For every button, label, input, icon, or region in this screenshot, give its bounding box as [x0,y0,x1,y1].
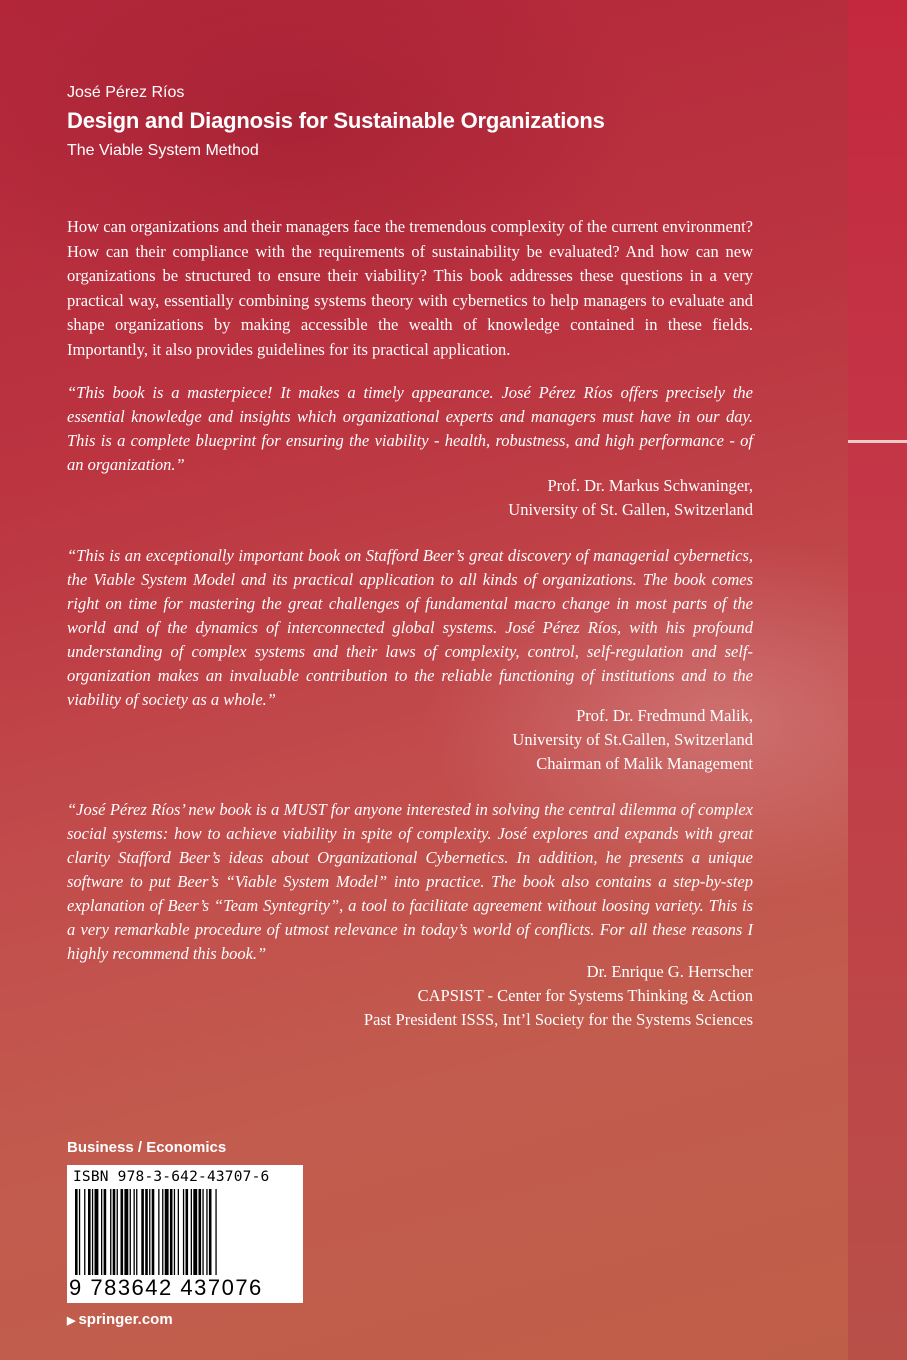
barcode-bar [92,1189,93,1275]
attribution-line: Prof. Dr. Markus Schwaninger, [547,476,753,495]
barcode-bar [130,1189,131,1275]
attribution-line: Chairman of Malik Management [536,754,753,773]
book-header [67,84,605,160]
barcode-bar [152,1189,155,1275]
barcode-bars [73,1189,297,1275]
publisher-website[interactable] [67,1311,173,1328]
barcode-bar [178,1189,179,1275]
attribution-line: CAPSIST - Center for Systems Thinking & Action [417,986,753,1005]
barcode-bar [209,1189,212,1275]
barcode-bar [199,1189,202,1275]
barcode-bar [79,1189,80,1275]
isbn-label: ISBN 978-3-642-43707-6 [73,1169,270,1185]
barcode-bar [193,1189,197,1275]
barcode-bar [158,1189,159,1275]
barcode-bar [117,1189,118,1275]
isbn-barcode [67,1165,303,1303]
barcode-bar [215,1189,216,1275]
barcode-bar [183,1189,184,1275]
barcode-bar [174,1189,175,1275]
barcode-bar [113,1189,116,1275]
barcode-bar [84,1189,85,1275]
barcode-bar [124,1189,128,1275]
attribution-line: Past President ISSS, Int’l Society for the Systems Sciences [363,1010,753,1029]
book-subtitle: The Viable System Method [67,142,259,159]
barcode-bar [101,1189,102,1275]
spine-divider [848,440,907,443]
website-label: springer.com [78,1311,173,1328]
attribution-line: University of St. Gallen, Switzerland [508,500,753,519]
barcode-bar [186,1189,189,1275]
quote-1-attribution [67,474,753,522]
barcode-bar [134,1189,135,1275]
barcode-bar [141,1189,144,1275]
book-description: How can organizations and their managers face the tremendous complexity of the current environment? How can their compliance with the requirements of sustainability be evaluated? And how can new organizations be structured to ensure their viability? This book addresses these questions in a very practical way, essentially combining systems theory with cybernetics to help managers to evaluate and shape organizations by making accessible the wealth of knowledge contained in these fields. Importantly, it also provides guidelines for its practical application. [67,217,753,359]
quote-2-text: “This is an exceptionally important book on Stafford Beer’s great discovery of managerial cybernetics, the Viable System Model and its practical application to all kinds of organizations. The book comes right on time for mastering the great challenges of fundamental macro change in most parts of the world and of the dynamics of interconnected global systems. José Pérez Ríos, with his profound understanding of complex systems and their laws of complexity, control, self-regulation and self-organization makes an invaluable contribution to the reliable functioning of institutions and to the viability of society as a whole.” [67,546,753,709]
spine-edge [848,0,907,1360]
author-name: José Pérez Ríos [67,84,185,101]
barcode-bar [75,1189,78,1275]
barcode-bar [202,1189,203,1275]
barcode-bar [162,1189,163,1275]
attribution-line: Prof. Dr. Fredmund Malik, [576,706,753,725]
barcode-bar [206,1189,207,1275]
barcode-bar [88,1189,91,1275]
quote-3-attribution [67,960,753,1032]
subject-category: Business / Economics [67,1139,227,1156]
barcode-bar [110,1189,111,1275]
book-title: Design and Diagnosis for Sustainable Organizations [67,108,605,133]
quote-2-attribution [67,704,753,776]
barcode-bar [165,1189,169,1275]
barcode-bar [121,1189,124,1275]
barcode-digits: 9 783642 437076 [69,1275,263,1300]
barcode-bar [104,1189,107,1275]
attribution-line: University of St.Gallen, Switzerland [512,730,753,749]
barcode-bar [145,1189,148,1275]
quote-1-text: “This book is a masterpiece! It makes a timely appearance. José Pérez Ríos offers precisely the essential knowledge and insights which organizational experts and managers must have in our day. This is a complete blueprint for ensuring the viability - health, robustness, and high performance - of an organization.” [67,383,753,474]
barcode-bar [191,1189,192,1275]
barcode-bar [170,1189,173,1275]
quote-3-text: “José Pérez Ríos’ new book is a MUST for anyone interested in solving the central dilemma of complex social systems: how to achieve viability in spite of complexity. José explores and expands with great clarity Stafford Beer’s ideas about Organizational Cybernetics. In addition, he presents a unique software to put Beer’s “Viable System Model” into practice. The book also contains a step-by-step explanation of Beer’s “Team Syntegrity”, a tool to facilitate agreement without loosing variety. This is a very remarkable procedure of utmost relevance in today’s world of conflicts. For all these reasons I highly recommend this book.” [67,800,753,963]
barcode-bar [149,1189,150,1275]
barcode-bar [136,1189,137,1275]
triangle-right-icon: ▶ [67,1315,76,1327]
barcode-bar [95,1189,99,1275]
attribution-line: Dr. Enrique G. Herrscher [586,962,753,981]
